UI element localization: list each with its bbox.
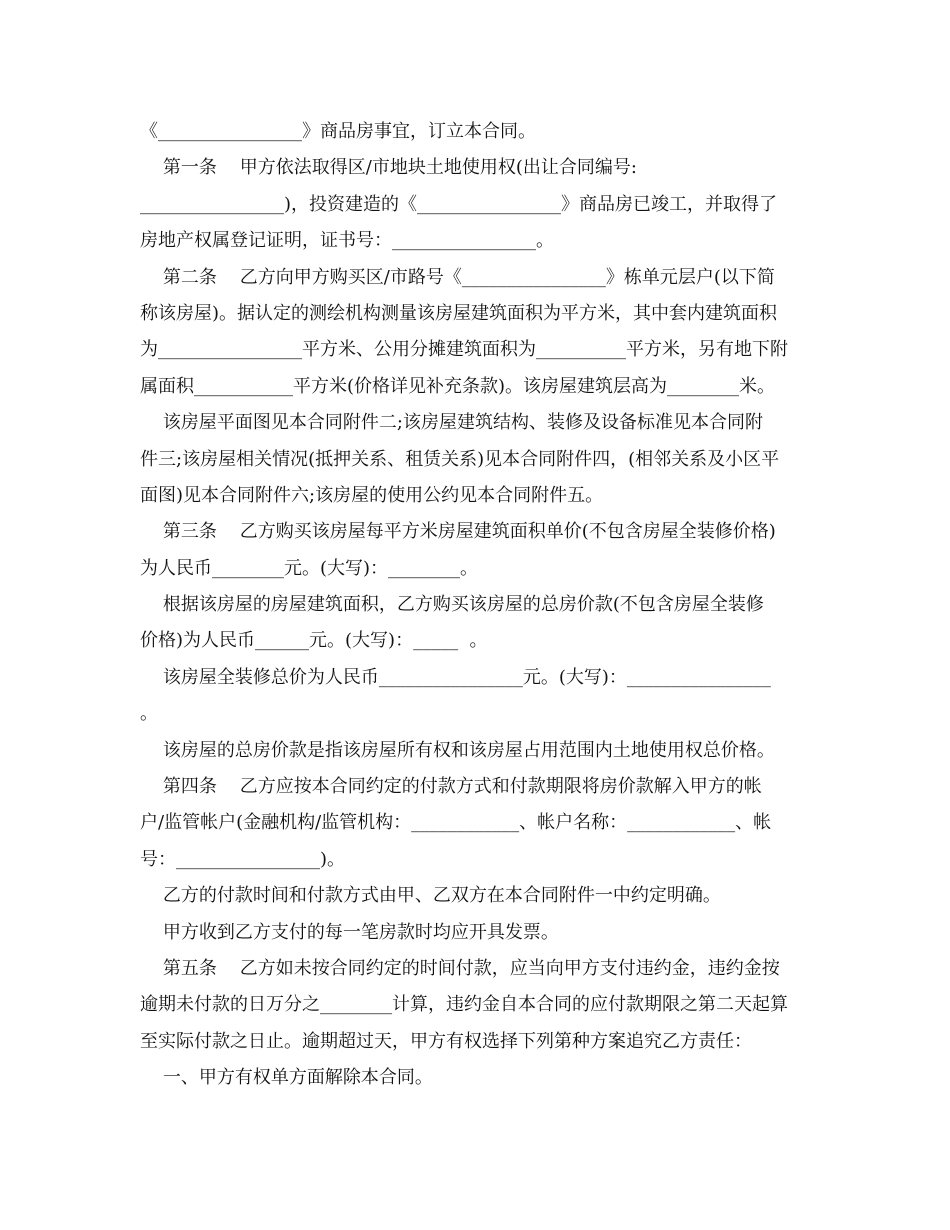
article-1-heading-line: 第一条 甲方依法取得区/市地块土地使用权(出让合同编号:	[140, 157, 637, 179]
text-line: 属面积___________平方米(价格详见补充条款)。该房屋建筑层高为________米。	[140, 375, 776, 397]
text-line: 一、甲方有权单方面解除本合同。	[140, 1067, 433, 1089]
text-line: 为人民币________元。(大写)：________。	[140, 557, 479, 579]
text-line: 根据该房屋的房屋建筑面积，乙方购买该房屋的总房价款(不包含房屋全装修	[140, 594, 764, 616]
text-line: 为________________平方米、公用分摊建筑面积为__________平方米，另有地下附	[140, 339, 788, 361]
text-line: 价格)为人民币______元。(大写)：_____ 。	[140, 630, 488, 652]
text-line: 户/监管帐户(金融机构/监管机构：____________、帐户名称：____________、帐	[140, 812, 772, 834]
text-line: 。	[140, 703, 158, 725]
article-4-heading-line: 第四条 乙方应按本合同约定的付款方式和付款期限将房价款解入甲方的帐	[140, 776, 762, 798]
text-line: ________________)，投资建造的《________________》商品房已竣工，并取得了	[140, 193, 778, 215]
text-line: 号：________________)。	[140, 848, 346, 870]
text-line: 该房屋的总房价款是指该房屋所有权和该房屋占用范围内土地使用权总价格。	[140, 739, 775, 761]
text-line: 甲方收到乙方支付的每一笔房款时均应开具发票。	[140, 921, 559, 943]
text-line: 乙方的付款时间和付款方式由甲、乙双方在本合同附件一中约定明确。	[140, 885, 721, 907]
text-line: 件三;该房屋相关情况(抵押关系、租赁关系)见本合同附件四，(相邻关系及小区平	[140, 448, 780, 470]
article-3-heading-line: 第三条 乙方购买该房屋每平方米房屋建筑面积单价(不包含房屋全装修价格)	[140, 521, 776, 543]
text-line: 该房屋平面图见本合同附件二;该房屋建筑结构、装修及设备标准见本合同附	[140, 412, 763, 434]
article-2-heading-line: 第二条 乙方向甲方购买区/市路号《________________》栋单元层户(以下简	[140, 266, 775, 288]
contract-body	[140, 114, 820, 1097]
text-line: 《________________》商品房事宜，订立本合同。	[140, 121, 536, 142]
text-line: 至实际付款之日止。逾期超过天，甲方有权选择下列第种方案追究乙方责任：	[140, 1030, 752, 1052]
text-line: 称该房屋)。据认定的测绘机构测量该房屋建筑面积为平方米，其中套内建筑面积	[140, 302, 778, 324]
text-line: 房地产权属登记证明，证书号：________________。	[140, 230, 554, 252]
text-line: 该房屋全装修总价为人民币________________元。(大写)：________________	[140, 666, 771, 688]
text-line: 面图)见本合同附件六;该房屋的使用公约见本合同附件五。	[140, 484, 604, 506]
article-5-heading-line: 第五条 乙方如未按合同约定的时间付款，应当向甲方支付违约金，违约金按	[140, 957, 780, 979]
text-line: 逾期未付款的日万分之________计算，违约金自本合同的应付款期限之第二天起算	[140, 994, 788, 1016]
